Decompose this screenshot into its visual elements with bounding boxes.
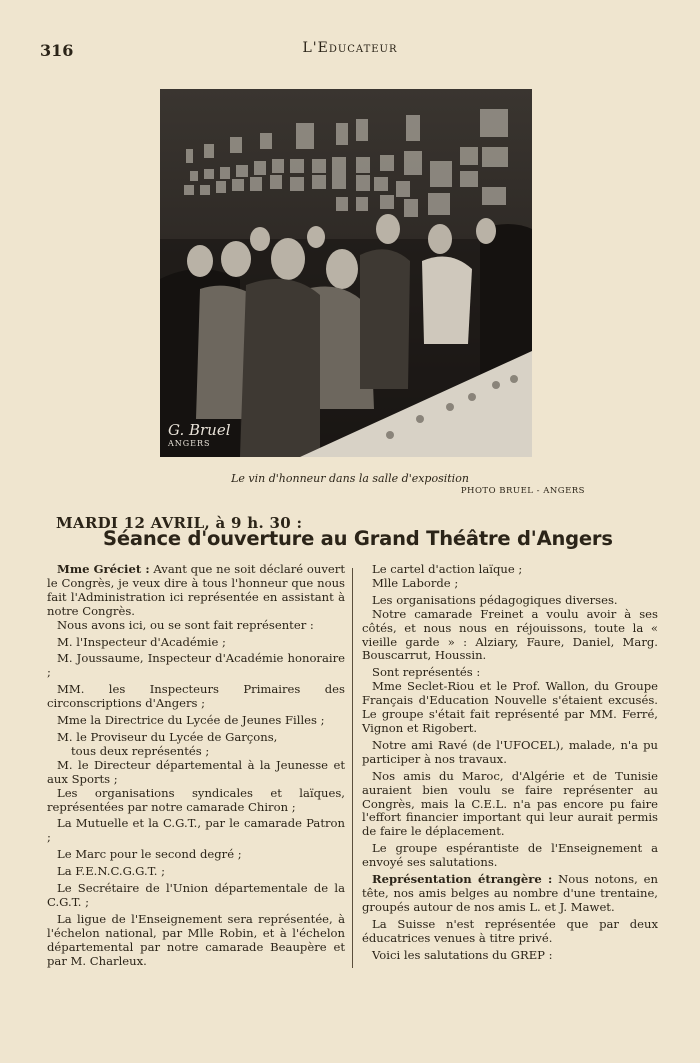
paragraph: Sont représentés : <box>372 665 481 680</box>
paragraph: Notre ami Ravé (de l'UFOCEL), malade, n'a pu participer à nos travaux. <box>362 737 658 766</box>
speaker-name: Représentation étrangère : <box>372 872 553 887</box>
paragraph: Nos amis du Maroc, d'Algérie et de Tunisie auraient bien voulu se faire représenter au Congrès, mais la C.E.L. n'a pas encore pu faire l'effort financier important qui leur aurait permis de faire le déplacement. <box>362 768 658 839</box>
paragraph <box>362 873 658 915</box>
paragraph: Le cartel d'action laïque ; <box>372 562 523 576</box>
paragraph: Mlle Laborde ; <box>372 575 459 590</box>
speaker-name: Mme Gréciet : <box>57 562 150 576</box>
paragraph-text: Avant que ne soit déclaré ouvert le Congrès, je veux dire à tous l'honneur que nous fait l'Administration ici représentée en assistant à notre Congrès. <box>47 562 345 618</box>
paragraph <box>47 563 345 619</box>
paragraph: M. l'Inspecteur d'Académie ; <box>57 634 226 649</box>
paragraph: Le Marc pour le second degré ; <box>57 847 242 862</box>
paragraph: Le Secrétaire de l'Union départementale de la C.G.T. ; <box>47 881 345 909</box>
paragraph: Les organisations syndicales et laïques, représentées par notre camarade Chiron ; <box>47 785 345 814</box>
paragraph: Le groupe espérantiste de l'Enseignement a envoyé ses salutations. <box>362 841 658 870</box>
paragraph: Notre camarade Freinet a voulu avoir à ses côtés, et nous nous en réjouissons, toute la « vieille garde » : Alziary, Faure, Daniel, Marg. Bouscarrut, Houssin. <box>362 606 658 663</box>
photo-caption: Le vin d'honneur dans la salle d'exposition <box>231 472 469 485</box>
paragraph: La ligue de l'Enseignement sera représentée, à l'échelon national, par Mlle Robin, et à l'échelon départemental par notre camarade Beaupère et par M. Charleux. <box>47 911 345 968</box>
paragraph: Les organisations pédagogiques diverses. <box>372 592 618 607</box>
journal-title: L'Educateur <box>302 40 398 56</box>
exhibition-photo <box>160 89 532 457</box>
paragraph: Nous avons ici, ou se sont fait représenter : <box>57 617 314 632</box>
column-divider <box>352 568 353 968</box>
paragraph: Mme Seclet-Riou et le Prof. Wallon, du Groupe Français d'Education Nouvelle s'étaient excusés. Le groupe s'était fait représenté par MM. Ferré, Vignon et Rigobert. <box>362 679 658 735</box>
right-column <box>362 563 658 962</box>
paragraph: M. Joussaume, Inspecteur d'Académie honoraire ; <box>47 651 345 680</box>
paragraph: M. le Directeur départemental à la Jeunesse et aux Sports ; <box>47 757 345 786</box>
left-column <box>47 563 345 968</box>
paragraph: tous deux représentés ; <box>71 743 210 758</box>
paragraph: MM. les Inspecteurs Primaires des circonscriptions d'Angers ; <box>47 682 345 711</box>
paragraph: La F.E.N.C.G.G.T. ; <box>57 864 165 879</box>
paragraph: M. le Proviseur du Lycée de Garçons, <box>57 729 278 744</box>
page-number: 316 <box>40 41 74 60</box>
article-headline: Séance d'ouverture au Grand Théâtre d'Angers <box>103 527 613 550</box>
paragraph: La Mutuelle et la C.G.T., par le camarade Patron ; <box>47 816 345 845</box>
photo-credit: PHOTO BRUEL - ANGERS <box>460 486 585 496</box>
paragraph: Mme la Directrice du Lycée de Jeunes Filles ; <box>57 713 325 728</box>
paragraph: La Suisse n'est représentée que par deux éducatrices venues à titre privé. <box>362 916 658 945</box>
paragraph: Voici les salutations du GREP : <box>372 947 553 962</box>
stamp-city: ANGERS <box>168 439 211 448</box>
article-date-line: MARDI 12 AVRIL, à 9 h. 30 : <box>56 514 303 532</box>
paragraph-text: Nous notons, en tête, nos amis belges au nombre d'une trentaine, groupés autour de nos amis L. et J. Mawet. <box>362 872 658 914</box>
photographer-stamp <box>168 423 231 451</box>
photo-illustration <box>160 89 532 457</box>
stamp-signature: G. Bruel <box>168 421 231 439</box>
